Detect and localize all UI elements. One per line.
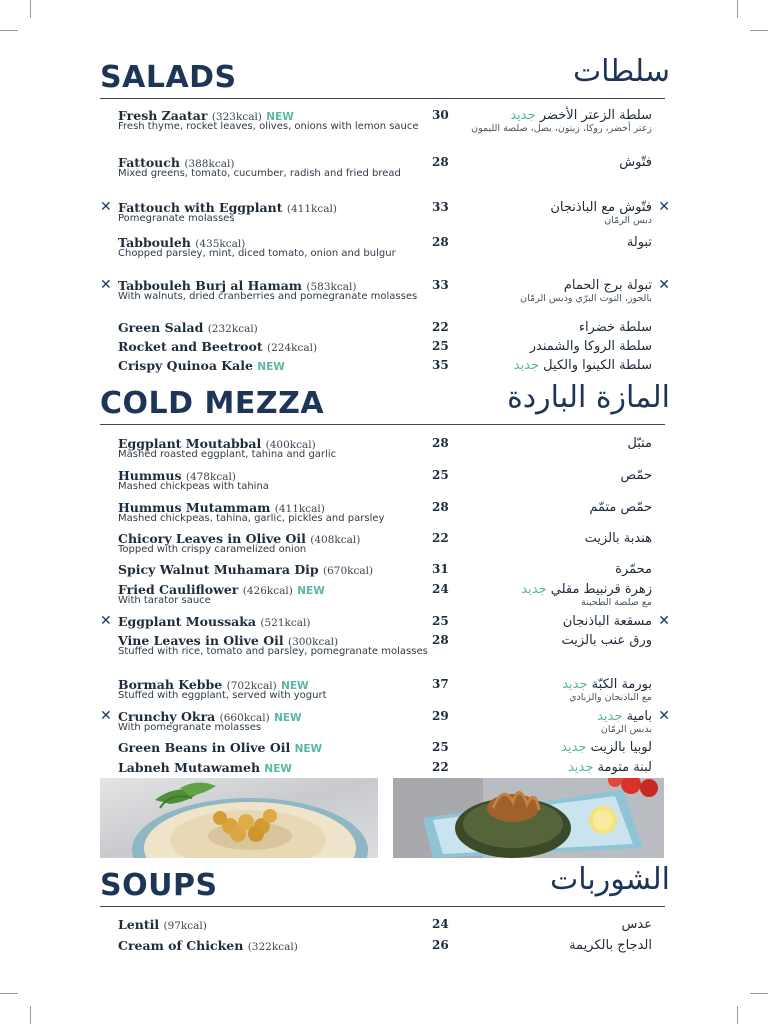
item-description: Chopped parsley, mint, diced tomato, onion and bulgur [118,248,396,259]
item-description: With walnuts, dried cranberries and pomegranate molasses [118,291,418,302]
item-name-ar: هندبة بالزيت [584,531,652,546]
item-description-ar: مع الباذنجان والزبادي [569,692,652,703]
item-name: Lentil [118,917,160,932]
new-badge: NEW [294,743,323,755]
cross-mark-icon: ✕ [100,613,112,629]
item-price: 25 [432,339,449,353]
item-name: Bormah Kebbe [118,677,223,692]
cross-mark-icon: ✕ [658,708,670,724]
item-price: 35 [432,358,449,372]
new-badge: NEW [281,680,309,692]
item-price: 25 [432,614,449,628]
crop-mark [737,1006,738,1024]
salads-divider [100,98,665,99]
item-name: Fried Cauliflower [118,582,239,597]
item-price: 29 [432,709,449,723]
item-description: Fresh thyme, rocket leaves, olives, onions with lemon sauce [118,121,419,132]
item-price: 28 [432,155,449,169]
crop-mark [750,30,768,31]
item-kcal: (426kcal) [242,585,293,597]
item-kcal: (323kcal) [211,111,262,123]
item-description: Mashed roasted eggplant, tahina and garlic [118,449,337,460]
item-description-ar: بدبس الرمّان [600,724,652,735]
item-price: 37 [432,677,449,691]
item-name: Vine Leaves in Olive Oil [118,633,284,648]
new-badge: NEW [264,763,292,775]
item-description: Stuffed with rice, tomato and parsley, pomegranate molasses [118,646,428,657]
item-kcal: (224kcal) [267,342,318,354]
item-name: Labneh Mutawameh [118,760,261,775]
item-description: Mashed chickpeas with tahina [118,481,269,492]
item-name: Fattouch [118,155,180,170]
item-kcal: (478kcal) [185,471,236,483]
item-price: 28 [432,633,449,647]
item-description: With tarator sauce [118,595,211,606]
item-kcal: (435kcal) [195,238,246,250]
cold-mezza-title: COLD MEZZA [100,386,325,421]
item-price: 24 [432,917,449,931]
item-name-ar: زهرة قرنبيط مقلي [550,582,652,597]
item-price: 24 [432,582,449,596]
item-name: Hummus Mutammam [118,500,271,515]
item-description: Stuffed with eggplant, served with yogurt [118,690,327,701]
item-name: Crunchy Okra [118,709,216,724]
item-name: Rocket and Beetroot [118,339,263,354]
item-description: With pomegranate molasses [118,722,262,733]
new-badge: NEW [257,361,285,373]
item-description-ar: مع صلصة الطحينة [580,597,652,608]
cold-mezza-divider [100,424,665,425]
item-description-ar: دبس الرمّان [604,215,652,226]
item-name-ar: تبولة [626,235,652,250]
item-name: Eggplant Moutabbal [118,436,262,451]
item-name-ar: سلطة خضراء [578,320,652,335]
item-name-ar: متبّل [627,436,652,451]
item-name-ar: مسقعة الباذنجان [562,614,652,629]
new-badge-ar: جديد [513,358,540,373]
item-name: Chicory Leaves in Olive Oil [118,531,306,546]
item-name-ar: بامية [626,709,652,724]
salads-title-ar: سلطات [572,54,670,89]
cross-mark-icon: ✕ [100,277,112,293]
item-kcal: (660kcal) [219,712,270,724]
item-name-ar: حمّص [620,468,652,483]
item-name-ar: سلطة الزعتر الأخضر [539,108,652,123]
item-description-ar: زعتر أخضر، روكا، زيتون، بصل، صلصة الليمون [471,123,652,134]
new-badge-ar: جديد [510,108,536,123]
item-price: 28 [432,500,449,514]
item-price: 22 [432,760,449,774]
item-price: 28 [432,436,449,450]
item-name-ar: لوبيا بالزيت [590,740,652,755]
new-badge: NEW [266,111,294,123]
item-kcal: (300kcal) [287,636,339,648]
soups-title-ar: الشوربات [550,862,670,897]
item-kcal: (670kcal) [323,565,374,577]
cross-mark-icon: ✕ [658,277,670,293]
item-kcal: (583kcal) [306,281,357,293]
new-badge-ar: جديد [568,760,594,775]
item-kcal: (97kcal) [163,920,207,932]
item-price: 30 [432,108,449,122]
item-name: Spicy Walnut Muhamara Dip [118,562,319,577]
cross-mark-icon: ✕ [658,199,670,215]
item-kcal: (702kcal) [226,680,277,692]
cold-mezza-title-ar: المازة الباردة [507,380,670,415]
item-kcal: (232kcal) [207,323,258,335]
item-name-ar: محمّرة [615,562,652,577]
item-name-ar: عدس [621,917,652,932]
item-price: 22 [432,531,449,545]
hummus-photo [100,778,378,858]
item-kcal: (411kcal) [286,203,337,215]
crop-mark [0,993,18,994]
item-name: Crispy Quinoa Kale [118,358,253,373]
new-badge-ar: جديد [521,582,547,597]
item-price: 28 [432,235,449,249]
crop-mark [0,30,18,31]
new-badge: NEW [297,585,325,597]
item-description-ar: بالجوز، التوت البرّي ودبس الرمّان [520,293,652,304]
item-price: 31 [432,562,449,576]
item-name: Fattouch with Eggplant [118,200,283,215]
cross-mark-icon: ✕ [100,199,112,215]
item-name: Green Salad [118,320,204,335]
item-name: Tabbouleh [118,235,191,250]
item-price: 25 [432,468,449,482]
soups-divider [100,906,665,907]
item-name-ar: سلطة الكينوا والكيل [543,358,652,373]
crop-mark [737,0,738,18]
item-name: Fresh Zaatar [118,108,208,123]
cross-mark-icon: ✕ [658,613,670,629]
item-description: Mixed greens, tomato, cucumber, radish and fried bread [118,168,401,179]
item-price: 33 [432,278,449,292]
salads-title: SALADS [100,60,237,95]
item-name-ar: فتّوش [619,155,652,170]
item-description: Topped with crispy caramelized onion [118,544,307,555]
item-kcal: (400kcal) [265,439,316,451]
item-price: 22 [432,320,449,334]
crop-mark [30,1006,31,1024]
soups-title: SOUPS [100,868,218,903]
item-name: Eggplant Moussaka [118,614,257,629]
kebbe-photo [393,778,664,858]
new-badge-ar: جديد [597,709,623,724]
item-name-ar: سلطة الروكا والشمندر [529,339,652,354]
item-name-ar: حمّص متمّم [589,500,652,515]
cross-mark-icon: ✕ [100,708,112,724]
item-name: Cream of Chicken [118,938,244,953]
item-kcal: (408kcal) [310,534,361,546]
item-price: 25 [432,740,449,754]
item-name-ar: تبولة برج الحمام [563,278,652,293]
item-kcal: (411kcal) [274,503,325,515]
item-kcal: (521kcal) [260,617,311,629]
item-name-ar: فتّوش مع الباذنجان [550,200,652,215]
item-price: 26 [432,938,449,952]
item-name-ar: بورمة الكبّة [591,677,652,692]
item-name: Green Beans in Olive Oil [118,740,291,755]
new-badge: NEW [274,712,302,724]
item-name: Hummus [118,468,182,483]
item-kcal: (388kcal) [184,158,235,170]
item-name-ar: الدجاج بالكريمة [569,938,652,953]
item-kcal: (322kcal) [247,941,298,953]
crop-mark [30,0,31,18]
item-name-ar: ورق عنب بالزيت [561,633,652,648]
item-name: Tabbouleh Burj al Hamam [118,278,303,293]
new-badge-ar: جديد [562,677,588,692]
crop-mark [750,993,768,994]
item-name-ar: لبنة متومة [597,760,652,775]
new-badge-ar: جديد [561,740,587,755]
item-description: Pomegranate molasses [118,213,235,224]
item-description: Mashed chickpeas, tahina, garlic, pickles and parsley [118,513,385,524]
item-price: 33 [432,200,449,214]
